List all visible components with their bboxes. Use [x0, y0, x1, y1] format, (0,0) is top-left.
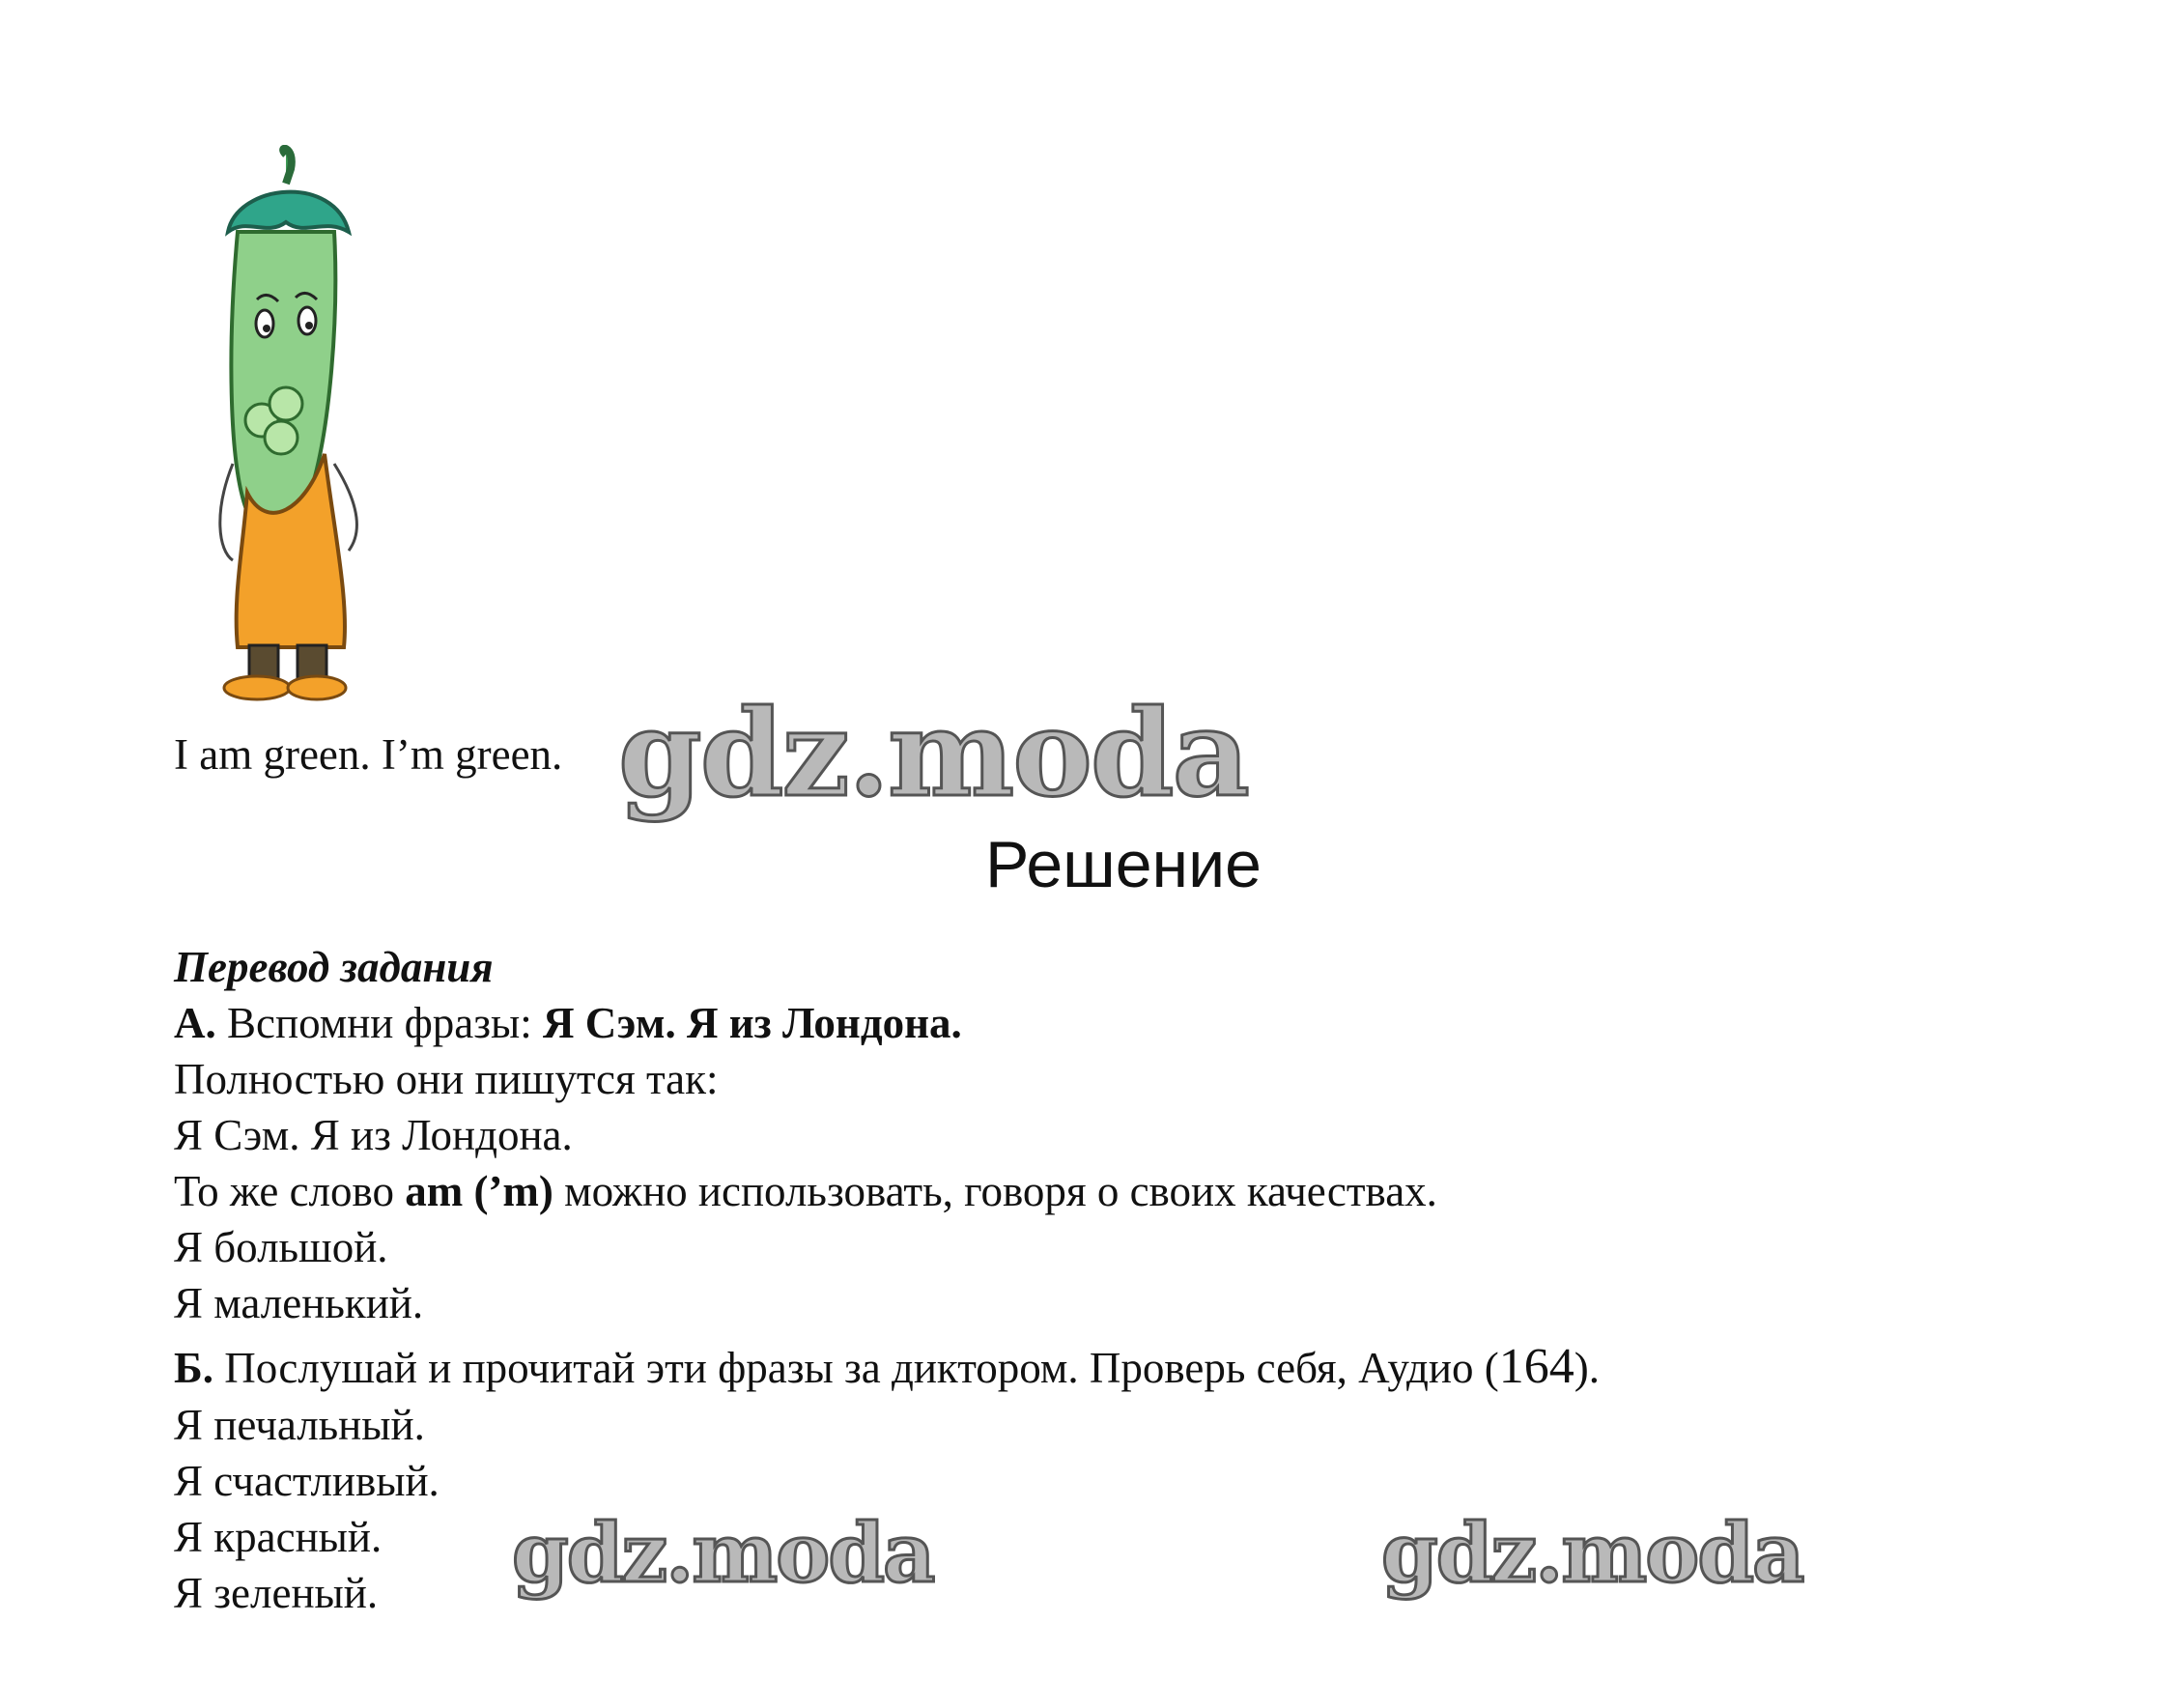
part-a-marker: А. — [174, 999, 216, 1047]
watermark: gdz.moda — [512, 1505, 934, 1601]
watermark: gdz.moda — [1381, 1505, 1803, 1601]
section-title: Перевод задания — [174, 943, 494, 991]
usage-word: am (’m) — [405, 1167, 553, 1215]
phrase-green: Я зеленый. — [174, 1569, 379, 1617]
usage-prefix: То же слово — [174, 1167, 394, 1215]
usage-line — [174, 1166, 1437, 1216]
phrase-happy: Я счастливый. — [174, 1457, 440, 1505]
full-form: Я Сэм. Я из Лондона. — [174, 1111, 573, 1159]
audio-number: 164 — [1498, 1339, 1574, 1394]
part-b-marker: Б. — [174, 1344, 214, 1392]
example-big: Я большой. — [174, 1223, 388, 1271]
part-b-line — [174, 1339, 1600, 1394]
solution-heading: Решение — [985, 828, 1262, 901]
part-a-phrases: Я Сэм. Я из Лондона. — [543, 999, 962, 1047]
phrase-sad: Я печальный. — [174, 1401, 425, 1449]
part-b-text-end: ). — [1574, 1344, 1600, 1392]
part-b-text: Послушай и прочитай эти фразы за диктором. Проверь себя, Аудио ( — [224, 1344, 1499, 1392]
example-small: Я маленький. — [174, 1279, 424, 1327]
phrase-red: Я красный. — [174, 1513, 383, 1561]
usage-suffix: можно использовать, говоря о своих качествах. — [564, 1167, 1437, 1215]
watermark: gdz.moda — [618, 684, 1248, 824]
part-a-intro: Вспомни фразы: — [227, 999, 532, 1047]
pea-character-illustration — [189, 145, 383, 705]
example-sentence: I am green. I’m green. — [174, 730, 563, 779]
full-form-note: Полностью они пишутся так: — [174, 1055, 719, 1103]
part-a-line — [174, 998, 962, 1048]
